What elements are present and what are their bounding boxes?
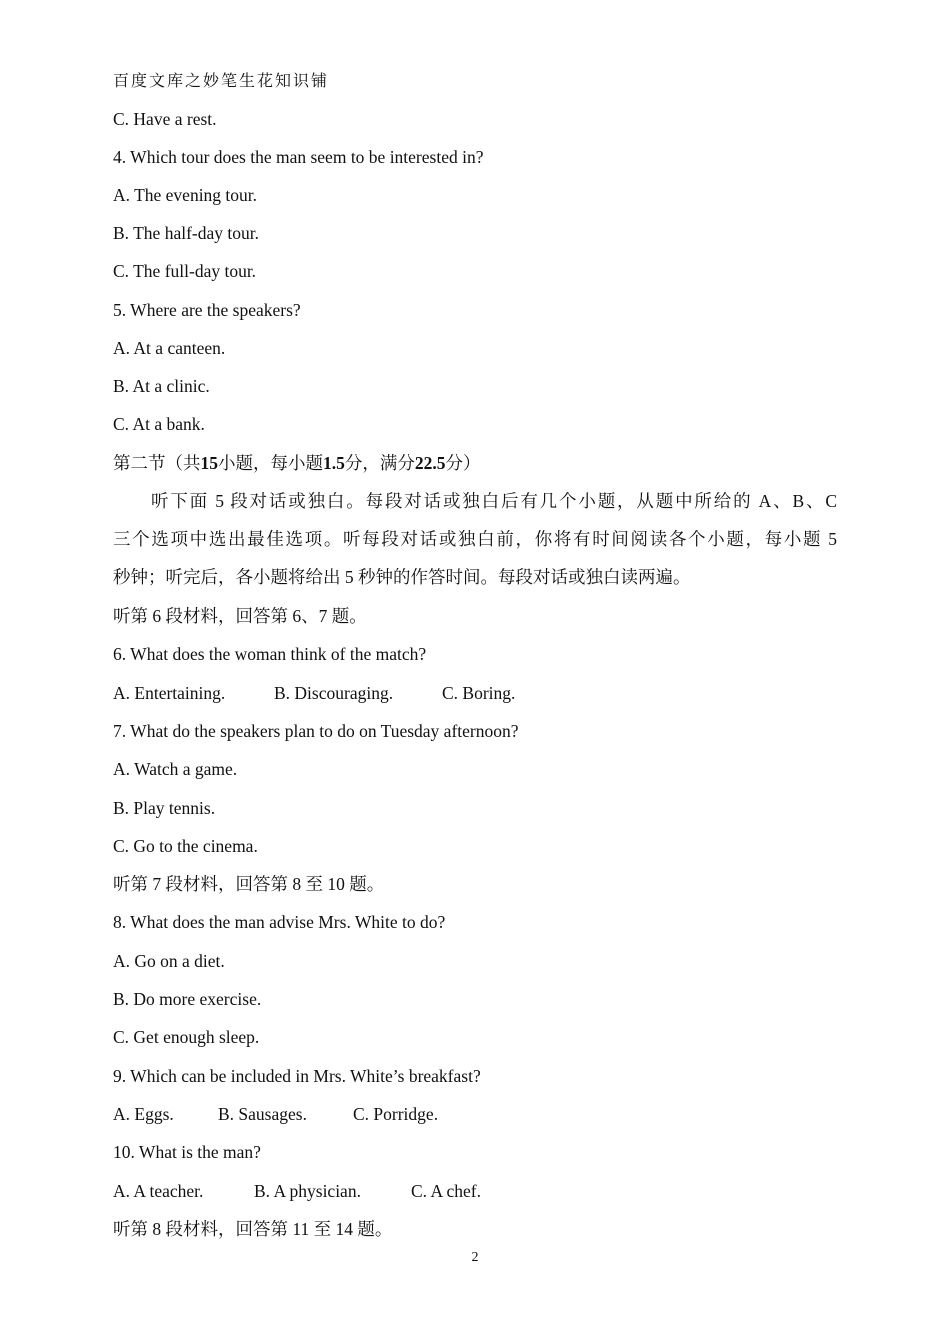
option-9a: A. Eggs. [113,1104,174,1124]
option-5b: B. At a clinic. [113,376,210,396]
watermark-header: 百度文库之妙笔生花知识铺 [113,73,330,90]
question-8: 8. What does the man advise Mrs. White to do? [113,912,446,932]
question-6: 6. What does the woman think of the match? [113,644,427,664]
points-per-question: 1.5 [323,453,345,473]
option-4b: B. The half-day tour. [113,223,259,243]
instructions-line-1: 听下面 5 段对话或独白。每段对话或独白后有几个小题，从题中所给的 A、B、C [151,491,837,511]
option-4a: A. The evening tour. [113,185,258,205]
section-2-heading [113,451,481,475]
section-heading-text-2: 小题，每小题 [218,453,323,473]
question-9: 9. Which can be included in Mrs. White’s breakfast? [113,1066,481,1086]
question-9-options [113,1102,438,1126]
material-7-intro: 听第 7 段材料，回答第 8 至 10 题。 [113,874,385,894]
option-9c: C. Porridge. [353,1104,439,1124]
option-6c: C. Boring. [442,683,516,703]
question-7: 7. What do the speakers plan to do on Tuesday afternoon? [113,721,519,741]
option-10a: A. A teacher. [113,1181,204,1201]
question-10-options [113,1179,481,1203]
instructions-line-3: 秒钟；听完后，各小题将给出 5 秒钟的作答时间。每段对话或独白读两遍。 [113,567,691,587]
option-10b: B. A physician. [254,1181,361,1201]
option-8b: B. Do more exercise. [113,989,262,1009]
question-5: 5. Where are the speakers? [113,300,301,320]
option-8c: C. Get enough sleep. [113,1027,260,1047]
section-heading-text-3: 分，满分 [344,453,415,473]
question-count: 15 [200,453,218,473]
option-6b: B. Discouraging. [274,683,394,703]
question-10: 10. What is the man? [113,1142,261,1162]
page-number: 2 [471,1250,479,1265]
option-7c: C. Go to the cinema. [113,836,258,856]
option-10c: C. A chef. [411,1181,481,1201]
option-8a: A. Go on a diet. [113,951,225,971]
option-7a: A. Watch a game. [113,759,238,779]
instructions-line-2: 三个选项中选出最佳选项。听每段对话或独白前，你将有时间阅读各个小题，每小题 5 [113,529,837,549]
option-4c: C. The full-day tour. [113,261,257,281]
option-6a: A. Entertaining. [113,683,226,703]
question-6-options [113,681,515,705]
option-5c: C. At a bank. [113,414,205,434]
section-heading-text-1: 第二节（共 [113,453,201,473]
material-6-intro: 听第 6 段材料，回答第 6、7 题。 [113,606,367,626]
material-8-intro: 听第 8 段材料，回答第 11 至 14 题。 [113,1219,393,1239]
question-4: 4. Which tour does the man seem to be interested in? [113,147,484,167]
option-9b: B. Sausages. [218,1104,307,1124]
option-5a: A. At a canteen. [113,338,226,358]
option-3c: C. Have a rest. [113,109,217,129]
total-points: 22.5 [414,453,446,473]
option-7b: B. Play tennis. [113,798,216,818]
section-heading-text-4: 分） [445,453,481,473]
